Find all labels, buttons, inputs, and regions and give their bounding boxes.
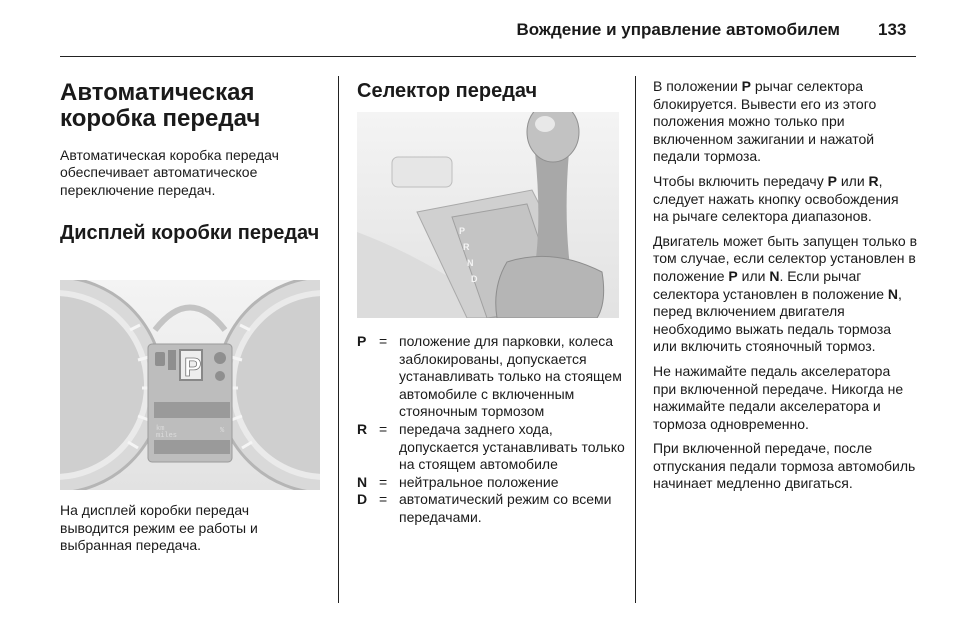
text-run: , следует нажать кнопку освобождения на рычаге селектора диапазонов.: [653, 172, 899, 225]
gear-definitions: [357, 333, 627, 527]
gear-letter: P: [728, 267, 738, 284]
heading-transmission-display: Дисплей коробки передач: [60, 221, 320, 244]
gear-letter: R: [868, 172, 879, 189]
paragraph-creep: При включенной передаче, после отпускания педали тормоза автомобиль начинает медленно двигаться.: [653, 440, 916, 492]
section-title: Вождение и управление автомобилем: [516, 20, 840, 39]
display-unit-miles: miles: [156, 432, 178, 440]
definition-equals: =: [379, 473, 388, 490]
display-unit-km: km: [156, 425, 165, 433]
definition-equals: =: [379, 491, 388, 508]
definition-p: [357, 333, 627, 421]
definition-d: [357, 491, 627, 526]
text-run: В положении: [653, 78, 742, 94]
display-gear-indicator: P: [184, 352, 202, 382]
page-number: 133: [878, 20, 907, 39]
text-run: . Если рычаг селектора установлен в положение: [653, 267, 888, 302]
text-run: или: [737, 267, 770, 284]
heading-gear-selector: Селектор передач: [357, 80, 538, 102]
definition-text: передача заднего хода, допускается устанавливать только на стоящем автомобиле: [399, 420, 625, 473]
selector-label-p: P: [459, 226, 466, 236]
gear-letter: P: [741, 78, 751, 94]
definition-equals: =: [379, 420, 388, 437]
paragraph-engine-start: [653, 233, 917, 356]
text-run: , перед включением двигателя необходимо выжать педаль тормоза или включить стояночный тормоз.: [653, 285, 902, 355]
display-unit-percent: %: [220, 427, 225, 435]
definition-text: нейтральное положение: [399, 473, 559, 490]
display-caption: На дисплей коробки передач выводится режим ее работы и выбранная передача.: [60, 502, 258, 554]
transmission-display-illustration: [60, 280, 320, 490]
gear-lever-drawing: [357, 112, 619, 318]
gear-letter: N: [769, 267, 780, 284]
definition-key: R: [357, 420, 368, 437]
selector-label-r: R: [463, 242, 470, 252]
text-run: или: [836, 172, 869, 189]
gear-letter: N: [887, 285, 899, 302]
gear-letter: P: [827, 172, 837, 189]
column-divider-right: [635, 76, 636, 603]
text-run: Чтобы включить передачу: [653, 172, 828, 189]
right-column: [653, 78, 917, 500]
definition-text: автоматический режим со всеми передачами.: [399, 491, 612, 525]
definition-equals: =: [379, 333, 388, 349]
definition-text: положение для парковки, колеса заблокированы, допускается устанавливать только на стоящем автомобиле с включенным стояночным тормозом: [399, 333, 622, 420]
paragraph-release-button: [653, 173, 917, 226]
definition-key: D: [357, 491, 368, 508]
paragraph-accelerator-warning: Не нажимайте педаль акселератора при включенной передаче. Никогда не нажимайте педали акселератора и тормоза одновременно.: [653, 362, 904, 432]
paragraph-p-lock: [653, 78, 917, 166]
definition-n: [357, 474, 627, 492]
intro-paragraph: Автоматическая коробка передач обеспечивает автоматическое переключение передач.: [60, 146, 279, 198]
header-rule: [60, 56, 916, 57]
left-column: [60, 80, 320, 244]
heading-automatic-transmission: Автоматическая коробка передач: [60, 79, 261, 133]
column-divider-left: [338, 76, 339, 603]
text-run: рычаг селектора блокируется. Вывести его из этого положения можно только при включенном зажигании и нажатой педали тормоза.: [653, 78, 877, 165]
definition-key: P: [357, 333, 367, 349]
text-run: Двигатель может быть запущен только в том случае, если селектор установлен в положение: [653, 232, 918, 284]
gear-selector-illustration: [357, 112, 619, 318]
selector-label-n: N: [467, 258, 474, 268]
selector-label-d: D: [471, 274, 478, 284]
definition-r: [357, 421, 627, 474]
instrument-cluster-drawing: [60, 280, 320, 490]
definition-key: N: [357, 473, 368, 490]
